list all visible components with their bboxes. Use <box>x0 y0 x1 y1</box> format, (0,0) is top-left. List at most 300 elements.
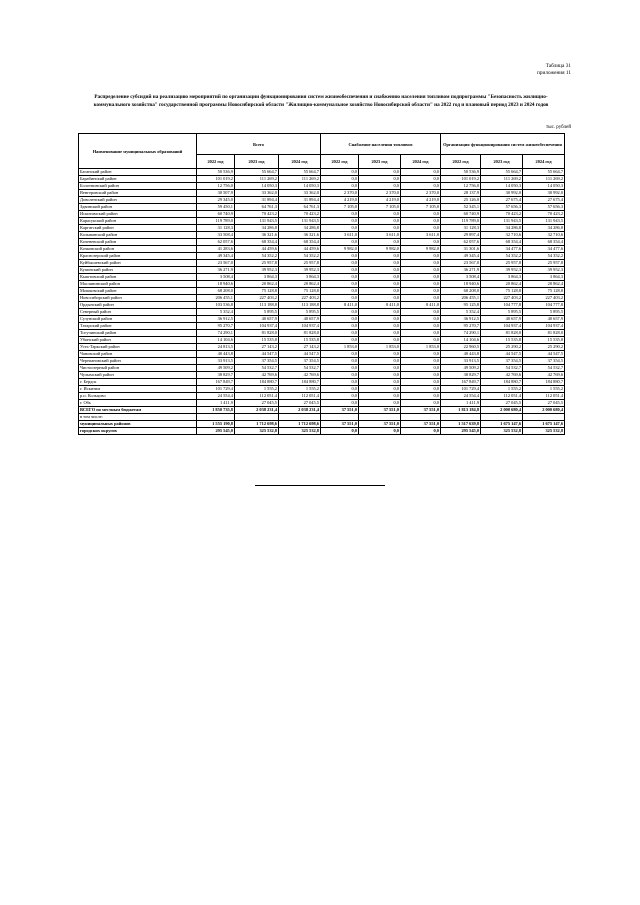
table-row <box>79 393 565 400</box>
amount-cell: 12 756,0 <box>441 183 481 190</box>
amount-cell <box>441 414 481 421</box>
amount-cell: 0,0 <box>401 253 441 260</box>
amount-cell: 7 105,0 <box>401 204 441 211</box>
amount-cell: 34 477,6 <box>481 246 523 253</box>
amount-cell <box>321 414 359 421</box>
municipality-name: Тогучинский район <box>79 330 197 337</box>
amount-cell: 0,0 <box>401 379 441 386</box>
total-row <box>79 407 565 414</box>
table-body <box>79 169 565 435</box>
amount-cell: 49 345,4 <box>441 253 481 260</box>
municipality-name: г. Искитим <box>79 386 197 393</box>
amount-cell: 0,0 <box>401 183 441 190</box>
municipality-name: Куйбышевский район <box>79 260 197 267</box>
amount-cell: 57 656,3 <box>481 204 523 211</box>
table-row <box>79 190 565 197</box>
amount-cell: 112 051,4 <box>523 393 565 400</box>
amount-cell <box>401 414 441 421</box>
amount-cell: 1 517 639,8 <box>441 421 481 428</box>
amount-cell: 0,0 <box>321 372 359 379</box>
amount-cell: 39 952,3 <box>523 267 565 274</box>
amount-cell: 227 403,2 <box>279 295 321 302</box>
amount-cell: 27 045,5 <box>235 400 279 407</box>
amount-cell: 1 675 147,6 <box>523 421 565 428</box>
amount-cell: 3 611,0 <box>401 232 441 239</box>
municipality-name: Барабинский район <box>79 176 197 183</box>
amount-cell: 33 913,5 <box>441 358 481 365</box>
amount-cell: 0,0 <box>321 428 359 435</box>
amount-cell: 39 952,3 <box>481 267 523 274</box>
amount-cell: 36 321,6 <box>235 232 279 239</box>
amount-cell: 75 128,8 <box>235 288 279 295</box>
amount-cell: 31 894,4 <box>279 197 321 204</box>
amount-cell: 7 105,0 <box>359 204 401 211</box>
amount-cell: 227 403,2 <box>481 295 523 302</box>
table-row <box>79 281 565 288</box>
amount-cell: 40 443,8 <box>441 351 481 358</box>
amount-cell: 44 547,5 <box>523 351 565 358</box>
table-row <box>79 365 565 372</box>
table-row <box>79 211 565 218</box>
amount-cell: 3 864,3 <box>279 274 321 281</box>
amount-cell: 2 370,0 <box>401 190 441 197</box>
amount-cell: 0,0 <box>321 169 359 176</box>
amount-cell: 104 777,8 <box>523 302 565 309</box>
amount-cell: 34 286,8 <box>523 225 565 232</box>
amount-cell: 131 943,5 <box>481 218 523 225</box>
amount-cell: 25 290,2 <box>481 344 523 351</box>
amount-cell: 227 403,2 <box>523 295 565 302</box>
amount-cell <box>197 414 235 421</box>
amount-cell: 295 545,0 <box>441 428 481 435</box>
header-name: Наименование муниципальных образований <box>79 134 197 169</box>
amount-cell: 30 992,0 <box>523 190 565 197</box>
amount-cell: 4 219,0 <box>401 197 441 204</box>
header-year: 2024 год <box>523 155 565 169</box>
municipality-name: Здвинский район <box>79 204 197 211</box>
amount-cell: 49 509,2 <box>197 365 235 372</box>
amount-cell: 0,0 <box>359 358 401 365</box>
table-row <box>79 197 565 204</box>
header-year: 2022 год <box>441 155 481 169</box>
amount-cell: 0,0 <box>359 169 401 176</box>
header-year: 2023 год <box>359 155 401 169</box>
amount-cell: 0,0 <box>359 267 401 274</box>
municipality-name: Колыванский район <box>79 232 197 239</box>
amount-cell: 31 894,4 <box>235 197 279 204</box>
amount-cell: 0,0 <box>401 211 441 218</box>
table-row <box>79 330 565 337</box>
amount-cell: 64 761,3 <box>279 204 321 211</box>
amount-cell: 50 536,9 <box>197 169 235 176</box>
amount-cell: 3 611,0 <box>359 232 401 239</box>
table-row <box>79 309 565 316</box>
table-row <box>79 414 565 421</box>
header-year: 2023 год <box>481 155 523 169</box>
municipality-name: городских округов <box>79 428 197 435</box>
amount-cell: 27 143,2 <box>235 344 279 351</box>
amount-cell: 81 828,0 <box>235 330 279 337</box>
municipality-name: Усть-Таркский район <box>79 344 197 351</box>
amount-cell: 37 354,5 <box>235 358 279 365</box>
amount-cell: 28 137,9 <box>441 190 481 197</box>
amount-cell: 0,0 <box>321 267 359 274</box>
amount-cell: 0,0 <box>359 211 401 218</box>
amount-cell: 37 551,0 <box>401 421 441 428</box>
amount-cell: 0,0 <box>401 393 441 400</box>
amount-cell: 0,0 <box>359 351 401 358</box>
amount-cell: 70 423,2 <box>235 211 279 218</box>
amount-cell: 34 477,6 <box>523 246 565 253</box>
table-row <box>79 316 565 323</box>
amount-cell: 184 880,7 <box>481 379 523 386</box>
amount-cell: 0,0 <box>321 309 359 316</box>
amount-cell: 0,0 <box>401 288 441 295</box>
municipality-name: Убинский район <box>79 337 197 344</box>
amount-cell: 64 761,3 <box>235 204 279 211</box>
table-row <box>79 337 565 344</box>
amount-cell: 0,0 <box>321 176 359 183</box>
header-fuel: Снабжение населения топливом <box>321 134 441 155</box>
amount-cell: 54 532,7 <box>235 365 279 372</box>
amount-cell: 52 345,1 <box>441 204 481 211</box>
amount-cell: 55 664,7 <box>481 169 523 176</box>
municipality-name: Чулымский район <box>79 372 197 379</box>
amount-cell: 0,0 <box>401 309 441 316</box>
amount-cell: 42 769,6 <box>279 372 321 379</box>
municipality-name: Ордынский район <box>79 302 197 309</box>
table-row <box>79 169 565 176</box>
amount-cell: 1 853,0 <box>359 344 401 351</box>
municipality-name: Мошковский район <box>79 288 197 295</box>
amount-cell: 0,0 <box>401 267 441 274</box>
amount-cell: 0,0 <box>359 379 401 386</box>
amount-cell: 131 943,5 <box>235 218 279 225</box>
amount-cell: 15 535,8 <box>481 337 523 344</box>
amount-cell: 40 657,9 <box>481 316 523 323</box>
municipality-name: Татарский район <box>79 323 197 330</box>
amount-cell: 0,0 <box>401 169 441 176</box>
table-row <box>79 302 565 309</box>
amount-cell: 0,0 <box>359 225 401 232</box>
amount-cell: 295 545,0 <box>197 428 235 435</box>
amount-cell: 54 352,2 <box>523 253 565 260</box>
amount-cell: 3 508,4 <box>441 274 481 281</box>
amount-cell: 59 450,1 <box>197 204 235 211</box>
amount-cell: 54 352,2 <box>279 253 321 260</box>
amount-cell: 62 057,6 <box>197 239 235 246</box>
amount-cell: 60 740,9 <box>441 211 481 218</box>
amount-cell: 24 554,4 <box>441 393 481 400</box>
amount-cell: 5 352,4 <box>441 309 481 316</box>
municipality-name: р.п. Кольцово <box>79 393 197 400</box>
amount-cell: 68 354,4 <box>279 239 321 246</box>
amount-cell: 37 551,0 <box>321 421 359 428</box>
amount-cell: 27 045,5 <box>481 400 523 407</box>
amount-cell: 1 712 698,6 <box>279 421 321 428</box>
units-label: тыс. рублей <box>546 125 571 130</box>
amount-cell: 0,0 <box>321 281 359 288</box>
amount-cell: 81 828,0 <box>523 330 565 337</box>
amount-cell: 20 862,4 <box>523 281 565 288</box>
amount-cell: 0,0 <box>359 393 401 400</box>
amount-cell: 0,0 <box>401 176 441 183</box>
amount-cell: 167 849,7 <box>441 379 481 386</box>
amount-cell: 25 290,2 <box>523 344 565 351</box>
amount-cell: 40 657,9 <box>279 316 321 323</box>
amount-cell: 325 532,8 <box>481 428 523 435</box>
amount-cell: 30 507,9 <box>197 190 235 197</box>
table-row <box>79 386 565 393</box>
amount-cell: 0,0 <box>401 295 441 302</box>
amount-cell: 184 880,7 <box>523 379 565 386</box>
amount-cell: 33 362,0 <box>279 190 321 197</box>
amount-cell: 0,0 <box>401 330 441 337</box>
header-org: Организация функционирования систем жизнеобеспечения <box>441 134 565 155</box>
amount-cell: 0,0 <box>359 330 401 337</box>
table-number: Таблица 31 <box>545 63 571 69</box>
amount-cell: 101 729,4 <box>441 386 481 393</box>
amount-cell: 57 656,3 <box>523 204 565 211</box>
amount-cell: 325 532,8 <box>279 428 321 435</box>
municipality-name: Сузунский район <box>79 316 197 323</box>
amount-cell: 31 301,6 <box>441 246 481 253</box>
amount-cell: 33 913,5 <box>197 358 235 365</box>
amount-cell: 0,0 <box>359 239 401 246</box>
amount-cell: 37 354,5 <box>279 358 321 365</box>
amount-cell: 0,0 <box>321 288 359 295</box>
amount-cell: 39 952,3 <box>279 267 321 274</box>
amount-cell: 0,0 <box>401 218 441 225</box>
amount-cell: 18 940,6 <box>197 281 235 288</box>
municipality-name: Кыштовский район <box>79 274 197 281</box>
amount-cell: 3 864,3 <box>481 274 523 281</box>
amount-cell: 0,0 <box>359 176 401 183</box>
amount-cell: 70 423,2 <box>523 211 565 218</box>
amount-cell: 1 411,9 <box>441 400 481 407</box>
amount-cell: 0,0 <box>401 316 441 323</box>
municipality-name: муниципальных районов <box>79 421 197 428</box>
amount-cell: 0,0 <box>359 288 401 295</box>
amount-cell: 23 567,0 <box>441 260 481 267</box>
amount-cell: 27 045,5 <box>279 400 321 407</box>
amount-cell: 44 547,5 <box>481 351 523 358</box>
appendix-reference: приложения 11 <box>537 70 571 76</box>
amount-cell: 1 712 698,6 <box>235 421 279 428</box>
amount-cell: 0,0 <box>321 358 359 365</box>
amount-cell: 0,0 <box>359 337 401 344</box>
amount-cell: 325 532,8 <box>235 428 279 435</box>
amount-cell: 37 551,0 <box>359 421 401 428</box>
amount-cell: 0,0 <box>401 400 441 407</box>
amount-cell: 68 354,4 <box>481 239 523 246</box>
table-row <box>79 379 565 386</box>
header-year: 2022 год <box>321 155 359 169</box>
amount-cell: 68 354,4 <box>235 239 279 246</box>
amount-cell: 38 829,7 <box>197 372 235 379</box>
amount-cell: 34 286,8 <box>481 225 523 232</box>
amount-cell: 8 411,0 <box>321 302 359 309</box>
amount-cell: 0,0 <box>401 323 441 330</box>
amount-cell: 18 940,6 <box>441 281 481 288</box>
amount-cell: 41 283,6 <box>197 246 235 253</box>
amount-cell: 25 126,0 <box>441 197 481 204</box>
amount-cell: 206 455,1 <box>441 295 481 302</box>
header-year: 2024 год <box>401 155 441 169</box>
amount-cell: 34 286,8 <box>235 225 279 232</box>
amount-cell <box>279 414 321 421</box>
table-row <box>79 288 565 295</box>
amount-cell: 27 143,2 <box>279 344 321 351</box>
table-row <box>79 239 565 246</box>
municipality-name: Северный район <box>79 309 197 316</box>
table-row <box>79 344 565 351</box>
municipality-name: ВСЕГО по местным бюджетам <box>79 407 197 414</box>
table-row <box>79 295 565 302</box>
amount-cell: 34 286,8 <box>279 225 321 232</box>
amount-cell: 54 532,7 <box>279 365 321 372</box>
amount-cell: 104 937,4 <box>235 323 279 330</box>
amount-cell: 44 547,5 <box>235 351 279 358</box>
amount-cell: 81 828,0 <box>279 330 321 337</box>
amount-cell: 101 019,2 <box>441 176 481 183</box>
table-row <box>79 323 565 330</box>
amount-cell <box>523 414 565 421</box>
amount-cell: 14 104,6 <box>197 337 235 344</box>
amount-cell <box>235 414 279 421</box>
amount-cell: 25 957,8 <box>235 260 279 267</box>
amount-cell: 112 051,4 <box>235 393 279 400</box>
header-year: 2024 год <box>279 155 321 169</box>
amount-cell: 131 943,5 <box>523 218 565 225</box>
municipality-name: Карасукский район <box>79 218 197 225</box>
amount-cell: 14 050,3 <box>279 183 321 190</box>
amount-cell: 15 535,8 <box>523 337 565 344</box>
amount-cell: 38 829,7 <box>441 372 481 379</box>
amount-cell: 0,0 <box>359 218 401 225</box>
amount-cell: 44 459,6 <box>235 246 279 253</box>
amount-cell: 2 000 680,4 <box>481 407 523 414</box>
amount-cell: 2 038 231,4 <box>235 407 279 414</box>
amount-cell: 25 957,8 <box>279 260 321 267</box>
amount-cell: 24 554,4 <box>197 393 235 400</box>
amount-cell: 25 957,8 <box>523 260 565 267</box>
amount-cell: 1 555,2 <box>279 386 321 393</box>
amount-cell: 325 532,8 <box>523 428 565 435</box>
amount-cell: 0,0 <box>359 316 401 323</box>
amount-cell: 1 555 190,8 <box>197 421 235 428</box>
amount-cell: 68 208,0 <box>197 288 235 295</box>
amount-cell: 29 345,0 <box>197 197 235 204</box>
table-row <box>79 246 565 253</box>
amount-cell: 0,0 <box>401 428 441 435</box>
amount-cell: 3 864,3 <box>235 274 279 281</box>
municipality-name: г. Обь <box>79 400 197 407</box>
amount-cell: 0,0 <box>359 281 401 288</box>
amount-cell: 113 188,8 <box>279 302 321 309</box>
amount-cell: 5 895,5 <box>279 309 321 316</box>
municipality-name: Чистоозерный район <box>79 365 197 372</box>
amount-cell: 3 864,3 <box>523 274 565 281</box>
amount-cell: 27 675,4 <box>523 197 565 204</box>
amount-cell: 39 952,3 <box>235 267 279 274</box>
amount-cell: 0,0 <box>359 295 401 302</box>
amount-cell: 23 567,0 <box>197 260 235 267</box>
amount-cell: 75 128,8 <box>279 288 321 295</box>
amount-cell: 31 128,3 <box>441 225 481 232</box>
amount-cell: 0,0 <box>359 400 401 407</box>
amount-cell: 112 051,4 <box>481 393 523 400</box>
amount-cell: 40 657,9 <box>235 316 279 323</box>
amount-cell: 25 957,8 <box>481 260 523 267</box>
amount-cell: 0,0 <box>321 365 359 372</box>
amount-cell: 0,0 <box>401 365 441 372</box>
amount-cell: 0,0 <box>359 323 401 330</box>
table-row <box>79 351 565 358</box>
amount-cell: 68 354,4 <box>523 239 565 246</box>
municipality-name: Болотнинский район <box>79 183 197 190</box>
amount-cell: 1 411,9 <box>197 400 235 407</box>
amount-cell: 74 290,1 <box>441 330 481 337</box>
municipality-name: Маслянинский район <box>79 281 197 288</box>
amount-cell: 32 710,6 <box>523 232 565 239</box>
amount-cell: 1 675 147,6 <box>481 421 523 428</box>
amount-cell: 0,0 <box>321 316 359 323</box>
amount-cell: 227 403,2 <box>235 295 279 302</box>
amount-cell: 44 547,5 <box>279 351 321 358</box>
amount-cell: 42 769,6 <box>523 372 565 379</box>
amount-cell: 0,0 <box>401 358 441 365</box>
amount-cell: 0,0 <box>321 218 359 225</box>
amount-cell: 206 455,1 <box>197 295 235 302</box>
amount-cell: 12 756,0 <box>197 183 235 190</box>
amount-cell: 104 937,4 <box>279 323 321 330</box>
amount-cell: 0,0 <box>359 428 401 435</box>
amount-cell: 101 019,2 <box>197 176 235 183</box>
amount-cell: 0,0 <box>321 183 359 190</box>
municipality-name: Новосибирский район <box>79 295 197 302</box>
amount-cell: 22 960,5 <box>441 344 481 351</box>
amount-cell: 5 895,5 <box>481 309 523 316</box>
amount-cell: 33 508,4 <box>197 232 235 239</box>
amount-cell: 8 411,0 <box>359 302 401 309</box>
amount-cell: 36 271,9 <box>197 267 235 274</box>
amount-cell: 29 897,4 <box>441 232 481 239</box>
amount-cell: 74 290,1 <box>197 330 235 337</box>
municipality-name: Купинский район <box>79 267 197 274</box>
amount-cell: 0,0 <box>359 253 401 260</box>
municipality-name: Краснозерский район <box>79 253 197 260</box>
amount-cell: 33 362,0 <box>235 190 279 197</box>
amount-cell: 0,0 <box>321 351 359 358</box>
amount-cell: 40 657,9 <box>523 316 565 323</box>
document-title: Распределение субсидий на реализацию мероприятий по организации функционирования систем жизнеобеспечения и снабжению населения топливом подпрограммы "Безопасность жилищно-коммунального хозяйства" государственной программы Новосибирской области "Жилищно-коммунальное хозяйство Новосибирской области" на 2022 год и плановый период 2023 и 2024 годов <box>93 94 549 108</box>
amount-cell: 119 789,0 <box>441 218 481 225</box>
amount-cell: 54 532,7 <box>481 365 523 372</box>
amount-cell: 60 740,9 <box>197 211 235 218</box>
table-row <box>79 218 565 225</box>
amount-cell: 54 352,2 <box>481 253 523 260</box>
amount-cell: 1 555,2 <box>481 386 523 393</box>
amount-cell: 3 508,4 <box>197 274 235 281</box>
amount-cell: 2 370,0 <box>359 190 401 197</box>
amount-cell: 0,0 <box>321 274 359 281</box>
amount-cell: 9 982,0 <box>359 246 401 253</box>
amount-cell: 54 352,2 <box>235 253 279 260</box>
amount-cell: 54 532,7 <box>523 365 565 372</box>
amount-cell: 36 912,5 <box>441 316 481 323</box>
table-row <box>79 260 565 267</box>
